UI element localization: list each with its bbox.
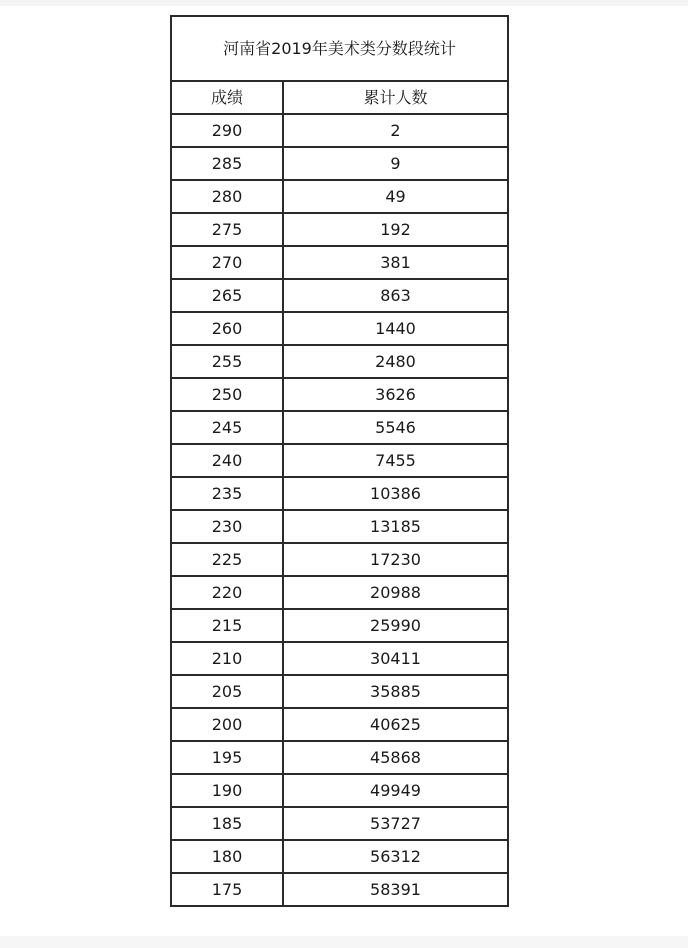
score-cell: 175 bbox=[171, 873, 283, 906]
score-cell: 180 bbox=[171, 840, 283, 873]
cumulative-count-cell: 58391 bbox=[283, 873, 508, 906]
cumulative-count-cell: 863 bbox=[283, 279, 508, 312]
score-cell: 215 bbox=[171, 609, 283, 642]
cumulative-count-cell: 49949 bbox=[283, 774, 508, 807]
cumulative-count-cell: 10386 bbox=[283, 477, 508, 510]
cumulative-count-cell: 17230 bbox=[283, 543, 508, 576]
cumulative-count-cell: 35885 bbox=[283, 675, 508, 708]
table-title-row bbox=[171, 16, 508, 81]
score-cell: 270 bbox=[171, 246, 283, 279]
table-row bbox=[171, 411, 508, 444]
score-cell: 235 bbox=[171, 477, 283, 510]
score-cell: 260 bbox=[171, 312, 283, 345]
score-cell: 245 bbox=[171, 411, 283, 444]
table-row bbox=[171, 246, 508, 279]
cumulative-count-cell: 20988 bbox=[283, 576, 508, 609]
cumulative-count-cell: 192 bbox=[283, 213, 508, 246]
table-row bbox=[171, 312, 508, 345]
table-row bbox=[171, 576, 508, 609]
table-title: 河南省2019年美术类分数段统计 bbox=[171, 16, 508, 81]
score-cell: 205 bbox=[171, 675, 283, 708]
score-cell: 290 bbox=[171, 114, 283, 147]
table-row bbox=[171, 807, 508, 840]
score-cell: 210 bbox=[171, 642, 283, 675]
cumulative-count-cell: 7455 bbox=[283, 444, 508, 477]
table-row bbox=[171, 642, 508, 675]
table-row bbox=[171, 774, 508, 807]
table-row bbox=[171, 708, 508, 741]
header-score: 成绩 bbox=[171, 81, 283, 114]
table-body bbox=[171, 16, 508, 906]
cumulative-count-cell: 3626 bbox=[283, 378, 508, 411]
table-row bbox=[171, 345, 508, 378]
cumulative-count-cell: 49 bbox=[283, 180, 508, 213]
score-cell: 285 bbox=[171, 147, 283, 180]
cumulative-count-cell: 56312 bbox=[283, 840, 508, 873]
score-cell: 220 bbox=[171, 576, 283, 609]
score-cell: 240 bbox=[171, 444, 283, 477]
table-row bbox=[171, 873, 508, 906]
table-row bbox=[171, 378, 508, 411]
table-row bbox=[171, 213, 508, 246]
score-cell: 275 bbox=[171, 213, 283, 246]
score-cell: 230 bbox=[171, 510, 283, 543]
page-bottom-edge bbox=[0, 936, 688, 948]
cumulative-count-cell: 45868 bbox=[283, 741, 508, 774]
score-cell: 200 bbox=[171, 708, 283, 741]
score-cell: 185 bbox=[171, 807, 283, 840]
cumulative-count-cell: 381 bbox=[283, 246, 508, 279]
cumulative-count-cell: 9 bbox=[283, 147, 508, 180]
cumulative-count-cell: 2 bbox=[283, 114, 508, 147]
table-row bbox=[171, 477, 508, 510]
cumulative-count-cell: 2480 bbox=[283, 345, 508, 378]
score-cell: 250 bbox=[171, 378, 283, 411]
cumulative-count-cell: 1440 bbox=[283, 312, 508, 345]
table-row bbox=[171, 279, 508, 312]
table-row bbox=[171, 510, 508, 543]
header-cumulative-count: 累计人数 bbox=[283, 81, 508, 114]
table-row bbox=[171, 114, 508, 147]
cumulative-count-cell: 13185 bbox=[283, 510, 508, 543]
cumulative-count-cell: 40625 bbox=[283, 708, 508, 741]
score-cell: 225 bbox=[171, 543, 283, 576]
table-header-row bbox=[171, 81, 508, 114]
table-row bbox=[171, 741, 508, 774]
score-cell: 190 bbox=[171, 774, 283, 807]
score-cell: 280 bbox=[171, 180, 283, 213]
table-row bbox=[171, 180, 508, 213]
table-row bbox=[171, 543, 508, 576]
cumulative-count-cell: 5546 bbox=[283, 411, 508, 444]
cumulative-count-cell: 25990 bbox=[283, 609, 508, 642]
table-row bbox=[171, 444, 508, 477]
table-row bbox=[171, 609, 508, 642]
score-cell: 195 bbox=[171, 741, 283, 774]
cumulative-count-cell: 30411 bbox=[283, 642, 508, 675]
table-row bbox=[171, 840, 508, 873]
table-row bbox=[171, 675, 508, 708]
score-cell: 255 bbox=[171, 345, 283, 378]
score-distribution-table bbox=[170, 15, 509, 907]
score-cell: 265 bbox=[171, 279, 283, 312]
page-top-edge bbox=[0, 0, 688, 6]
table-row bbox=[171, 147, 508, 180]
cumulative-count-cell: 53727 bbox=[283, 807, 508, 840]
